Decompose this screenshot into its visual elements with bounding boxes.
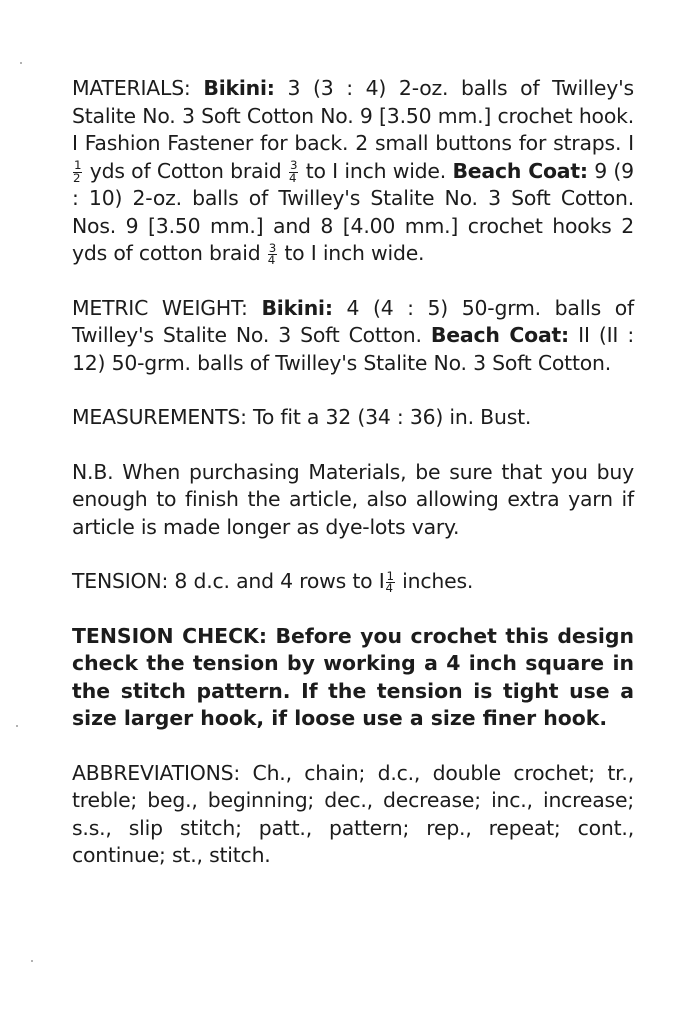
fraction-quarter — [385, 568, 395, 596]
scan-speck — [20, 62, 22, 64]
fraction-three-quarters — [267, 240, 277, 268]
metric-label: METRIC WEIGHT: — [72, 295, 248, 320]
materials-text-4: 9 (9 : 10) 2-oz. balls of Twilley's Stalite No. 3 Soft Cotton. Nos. 9 [3.50 mm.] and 8 [4.00 mm.] crochet hooks 2 yds of cotton braid — [72, 158, 634, 265]
materials-bikini-label: Bikini: — [203, 76, 275, 100]
abbreviations-text: Ch., chain; d.c., double crochet; tr., treble; beg., beginning; dec., decrease; inc., increase; s.s., slip stitch; patt., pattern; rep., repeat; cont., continue; st., stitch. — [72, 760, 634, 867]
tension-label: TENSION: — [72, 569, 169, 593]
fraction-numerator: 1 — [386, 568, 394, 583]
measurements-text: To fit a 32 (34 : 36) in. Bust. — [253, 405, 532, 429]
materials-text-5: to I inch wide. — [284, 241, 425, 265]
fraction-numerator: 1 — [74, 158, 82, 173]
scan-speck — [31, 960, 33, 962]
materials-text-2: yds of Cotton braid — [89, 158, 282, 183]
tension-check-text: TENSION CHECK: Before you crochet this design check the tension by working a 4 inch square in the stitch pattern. If the tension is tight use a size larger hook, if loose use a size finer hook. — [72, 623, 634, 730]
metric-coat-label: Beach Coat: — [430, 323, 570, 347]
materials-text-1: 3 (3 : 4) 2-oz. balls of Twilley's Stalite No. 3 Soft Cotton No. 9 [3.50 mm.] crochet hook. I Fashion Fastener for back. 2 small buttons for straps. I — [72, 76, 634, 155]
fraction-denominator: 4 — [267, 253, 276, 268]
metric-text-1: 4 (4 : 5) 50-grm. balls of Twilley's Stalite No. 3 Soft Cotton. — [72, 295, 634, 347]
materials-section — [72, 75, 634, 268]
fraction-denominator: 4 — [385, 581, 393, 596]
tension-section — [72, 568, 634, 596]
abbreviations-section — [72, 760, 634, 870]
metric-text-2: II (II : 12) 50-grm. balls of Twilley's Stalite No. 3 Soft Cotton. — [72, 323, 634, 375]
fraction-denominator: 4 — [288, 170, 297, 185]
materials-coat-label: Beach Coat: — [452, 158, 588, 183]
materials-label: MATERIALS: — [72, 76, 191, 100]
materials-text-3: to I inch wide. — [305, 158, 447, 183]
fraction-half — [73, 160, 82, 183]
tension-check-section — [72, 623, 634, 733]
tension-text: 8 d.c. and 4 rows to I — [174, 569, 385, 593]
scan-speck — [16, 725, 18, 727]
measurements-section — [72, 404, 634, 432]
fraction-numerator: 3 — [289, 158, 298, 173]
fraction-denominator: 2 — [73, 170, 81, 185]
nb-text: N.B. When purchasing Materials, be sure that you buy enough to finish the article, also allowing extra yarn if article is made longer as dye-lots vary. — [72, 459, 634, 539]
abbreviations-label: ABBREVIATIONS: — [72, 760, 241, 785]
measurements-label: MEASUREMENTS: — [72, 405, 247, 429]
nb-section — [72, 459, 634, 542]
metric-weight-section — [72, 295, 634, 378]
fraction-three-quarters — [289, 160, 298, 183]
fraction-numerator: 3 — [268, 240, 277, 255]
metric-bikini-label: Bikini: — [261, 295, 333, 320]
pattern-page — [72, 75, 634, 897]
tension-text-end: inches. — [402, 569, 474, 593]
